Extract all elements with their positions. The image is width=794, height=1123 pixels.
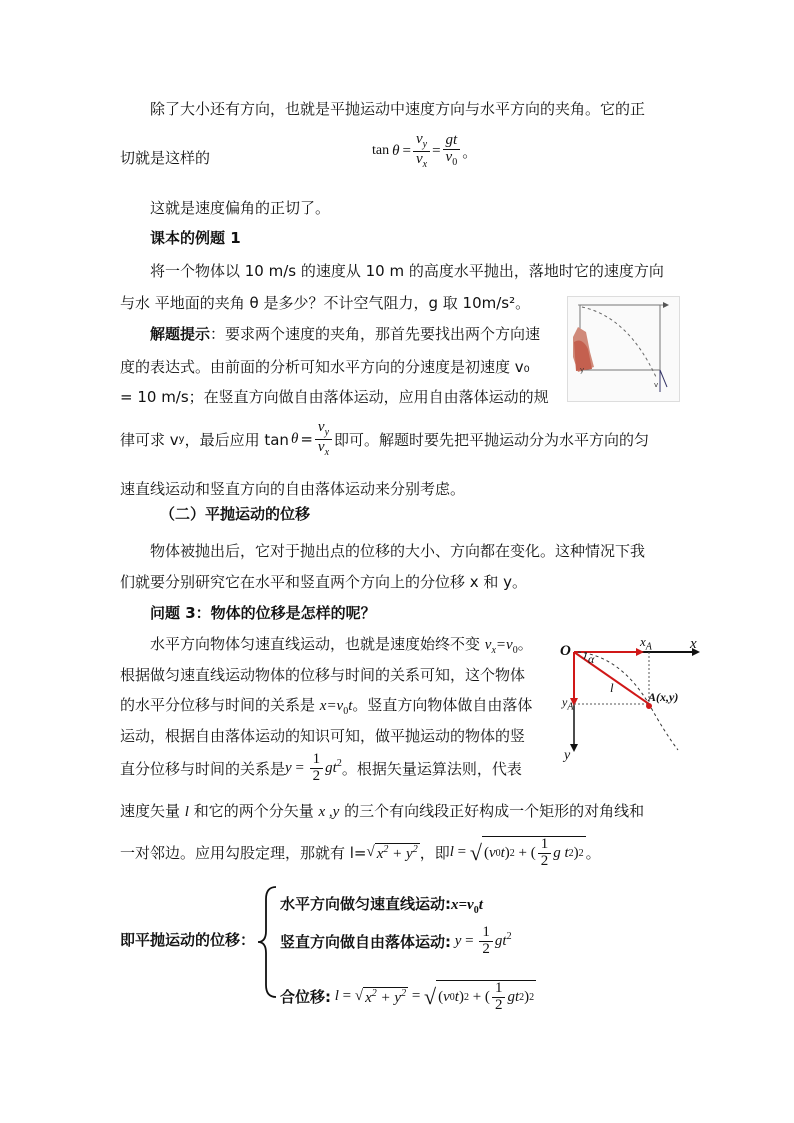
projectile-photo [567, 296, 680, 402]
para-line: 直分位移与时间的关系是 y = $\frac{1}{2}$ gt $^2$ 。根据矢量运算法则，代表 [120, 751, 522, 784]
section-heading: （二）平抛运动的位移 [160, 505, 311, 523]
origin-label: O [560, 643, 571, 659]
para-line: 一对邻边。应用勾股定理，那就有 l= √ $x^2 + y^2$ ，即 l = √ ( v 0 t ) 2 + ( $\frac{1}{2}$ g t 2 ) 2 。 [120, 836, 601, 869]
y-axis-label: y [564, 748, 571, 763]
summary-line-3: 合位移: l = √ $x^2 + y^2$ = √ ( v 0 t ) 2 + ( $\frac{1}{2}$ gt 2 ) 2 [280, 980, 535, 1013]
para-line: 除了大小还有方向，也就是平抛运动中速度方向与水平方向的夹角。它的正 [150, 100, 646, 118]
displacement-diagram [560, 634, 700, 768]
para-line: 度的表达式。由前面的分析可知水平方向的分速度是初速度 v₀ [120, 358, 530, 376]
summary-label: 即平抛运动的位移： [120, 931, 256, 949]
para-line: 切就是这样的 [120, 149, 211, 167]
question-heading: 问题 3：物体的位移是怎样的呢？ [150, 604, 376, 622]
tan-formula: tan θ = $\frac{v_y}{v_x}$ = $\frac{gt}{v_0}$ 。 [372, 131, 478, 170]
svg-text:y: y [580, 366, 585, 374]
para-line: 这就是速度偏角的正切了。 [150, 199, 331, 217]
para-line: 解题提示：要求两个速度的夹角，那首先要找出两个方向速 [150, 325, 541, 343]
para-line: 将一个物体以 10 m/s 的速度从 10 m 的高度水平抛出，落地时它的速度方向 [150, 262, 664, 280]
para-line: 速直线运动和竖直方向的自由落体运动来分别考虑。 [120, 480, 466, 498]
yA-label: $y_A$ [562, 695, 574, 713]
para-line: 运动，根据自由落体运动的知识可知，做平抛运动的物体的竖 [120, 727, 526, 745]
para-line: 水平方向物体匀速直线运动，也就是速度始终不变 $v_x=v_0$。 [150, 635, 533, 656]
para-line: 与水 平地面的夹角 θ 是多少？不计空气阻力，g 取 10m/s²。 [120, 294, 531, 312]
para-line: 们就要分别研究它在水平和竖直两个方向上的分位移 x 和 y。 [120, 573, 528, 591]
summary-line-2: 竖直方向做自由落体运动: y = $\frac{1}{2}$ gt $^2$ [280, 924, 512, 957]
para-line: 律可求 v y ，最后应用 tan θ = $\frac{v_y}{v_x}$ 即可。解题时要先把平抛运动分为水平方向的匀 [120, 419, 650, 458]
summary-line-1: 水平方向做匀速直线运动$:x=v_0t$ [280, 895, 483, 916]
xA-label: $x_A$ [640, 634, 652, 653]
para-line: 的水平分位移与时间的关系是 $x=v_0t$。竖直方向物体做自由落体 [120, 696, 533, 717]
svg-text:v: v [654, 381, 659, 389]
para-line: 物体被抛出后，它对于抛出点的位移的大小、方向都在变化。这种情况下我 [150, 542, 646, 560]
l-label: l [610, 680, 614, 695]
para-line: 速度矢量 l 和它的两个分矢量 x ,y 的三个有向线段正好构成一个矩形的对角线和 [120, 802, 645, 820]
section-heading: 课本的例题 1 [150, 229, 241, 247]
hint-label: 解题提示 [150, 325, 211, 343]
para-line: = 10 m/s；在竖直方向做自由落体运动，应用自由落体运动的规 [120, 388, 549, 406]
point-A-label: A(x,y) [648, 690, 679, 704]
angle-label: α [588, 652, 595, 666]
para-line: 根据做匀速直线运动物体的位移与时间的关系可知，这个物体 [120, 666, 526, 684]
brace-icon [256, 885, 278, 1000]
x-axis-label: x [690, 636, 697, 652]
